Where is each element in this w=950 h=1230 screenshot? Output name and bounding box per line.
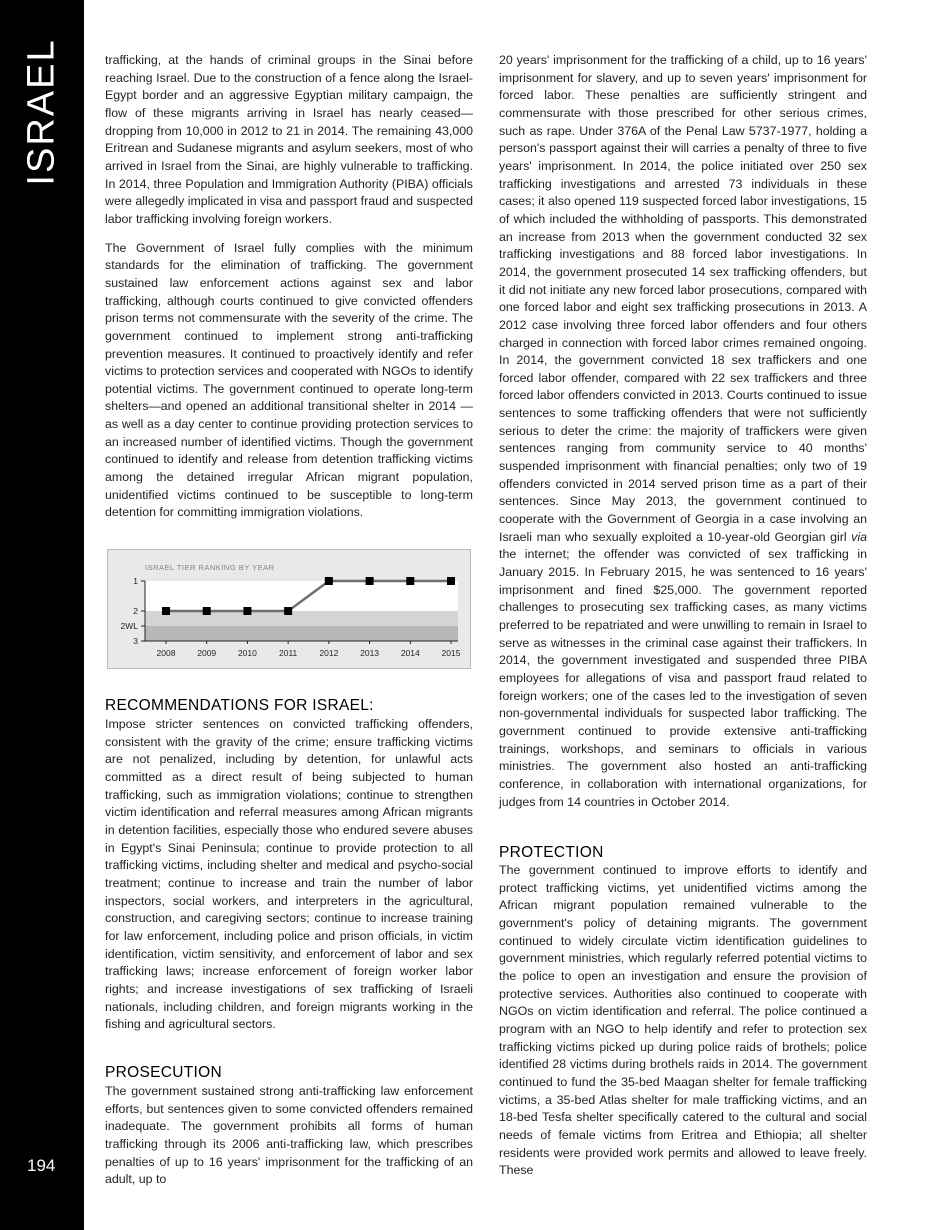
- tier-band-1: [145, 581, 458, 611]
- page-number: 194: [27, 1156, 56, 1175]
- y-tick-label-1: 1: [133, 576, 138, 586]
- intro-paragraph-2: The Government of Israel fully complies with the minimum standards for the elimination of trafficking. The government sustained law enforcement actions against sex and labor trafficking, although courts continued to give convicted offenders prison terms not commensurate with the severity of the crime. The government continued to implement strong anti-trafficking prevention measures. It continued to proactively identify and refer victims to protection services and cooperated with NGOs to identify potential victims. The government continued to operate long-term shelters—and opened an additional transitional shelter in 2014 —as well as a day center to continue providing protection services to an increased number of identified victims. Though the government continued to identify and release from detention trafficking victims among the detained irregular African migrant population, unidentified victims continued to be susceptible to long-term detention for committing immigration violations.: [105, 240, 473, 520]
- right-column-prosecution-continued: [499, 52, 867, 811]
- country-title: ISRAEL: [20, 38, 63, 186]
- tier-ranking-chart: [107, 549, 471, 669]
- x-tick-label-2013: 2013: [360, 648, 380, 658]
- prosecution-text-part-2: the internet; the offender was convicted of sex trafficking in January 2015. In February 2015, he was sentenced to 16 years' imprisonment and fined $25,000. The government reported challenges to prosecuting sex trafficking cases, as many victims preferred to be repatriated and were unwilling to remain in Israel to serve as witnesses in the criminal case against their traffickers. In 2014, the government investigated and suspended three PIBA employees for allegations of visa and passport fraud related to foreign workers; one of the cases led to the investigation of seven non-governmental individuals for suspected labor trafficking. The government continued to provide extensive anti-trafficking trainings, workshops, and seminars to officials in various ministries. The government also hosted an anti-trafficking conference, in collaboration with international organizations, for judges from 14 countries in October 2014.: [499, 547, 867, 809]
- x-tick-label-2009: 2009: [197, 648, 217, 658]
- tier-point-2014: [406, 577, 414, 585]
- tier-point-2013: [366, 577, 374, 585]
- recommendations-heading: RECOMMENDATIONS FOR ISRAEL:: [105, 697, 374, 714]
- protection-text: The government continued to improve efforts to identify and protect trafficking victims, yet unidentified victims among the African migrant population remained vulnerable to the government's policy of detaining migrants. The government continued to widely circulate victim identification guidelines to government ministries, which regularly referred potential victims to the police to open an investigation and ensure the provision of protective services. Authorities also continued to cooperate with NGOs on victim identification and referral. The police continued a program with an NGO to help identify and refer to protection sex trafficking victims picked up during police raids of brothels; police identified 28 victims during brothels raids in 2014. The government continued to fund the 35-bed Maagan shelter for female trafficking victims, a 35-bed Atlas shelter for male trafficking victims, and an 18-bed Tesfa shelter specifically catered to the cultural and social needs of female victims from Eritrea and Ethiopia; all shelter residents were provided work permits and allowed to leave freely. These: [499, 863, 867, 1178]
- tier-point-2008: [162, 607, 170, 615]
- tier-point-2011: [284, 607, 292, 615]
- prosecution-text-part-1: 20 years' imprisonment for the trafficking of a child, up to 16 years' imprisonment for slavery, and up to seven years' imprisonment for forced labor. These penalties are sufficiently stringent and commensurate with those prescribed for other serious crimes, such as rape. Under 376A of the Penal Law 5737-1977, holding a person's passport against their will carries a penalty of three to five years' imprisonment. In 2014, the police initiated over 250 sex trafficking investigations and arrested 73 individuals in these cases; it also opened 119 suspected forced labor investigations, 15 of which included the withholding of passports. This demonstrated an increase from 2013 when the government conducted 32 sex trafficking investigations and 88 forced labor investigations. In 2014, the government prosecuted 14 sex trafficking offenders, but it did not initiate any new forced labor prosecutions, compared with one forced labor and eight sex trafficking prosecutions in 2013. A 2012 case involving three forced labor offenders and four others charged in connection with forced labor crimes remained ongoing. In 2014, the government convicted 18 sex traffickers and one forced labor offender, compared with 22 sex traffickers and three forced labor offenders convicted in 2013. Courts continued to issue sentences to some trafficking offenders that were not sufficiently serious to deter the crime: the majority of traffickers were given sentences ranging from community service to 40 months' suspended imprisonment with financial penalties; only two of 19 offenders convicted in 2014 served prison time as a part of their sentences. Since May 2013, the government continued to cooperate with the Government of Georgia in a case involving an Israeli man who sexually exploited a 10-year-old Georgian girl: [499, 53, 867, 544]
- country-side-bar: [0, 0, 84, 1230]
- tier-point-2012: [325, 577, 333, 585]
- prosecution-heading: PROSECUTION: [105, 1064, 222, 1081]
- x-tick-label-2014: 2014: [400, 648, 420, 658]
- left-column-intro: [105, 52, 473, 522]
- y-tick-label-3: 3: [133, 636, 138, 646]
- tier-point-2009: [203, 607, 211, 615]
- x-tick-label-2012: 2012: [319, 648, 339, 658]
- x-tick-label-2015: 2015: [441, 648, 461, 658]
- prosecution-continued-text: [499, 52, 867, 811]
- tier-band-2: [145, 611, 458, 626]
- intro-paragraph-1: trafficking, at the hands of criminal groups in the Sinai before reaching Israel. Due to the construction of a fence along the Israel-Egypt border and an aggressive Egyptian military campaign, the flow of these migrants arriving in Israel has nearly ceased—dropping from 10,000 in 2012 to 21 in 2014. The remaining 43,000 Eritrean and Sudanese migrants and asylum seekers, most of who arrived in Israel from the Sinai, are highly vulnerable to trafficking. In 2014, three Population and Immigration Authority (PIBA) officials were allegedly implicated in visa and passport fraud and suspected labor trafficking involving foreign workers.: [105, 53, 473, 226]
- y-tick-label-2WL: 2WL: [120, 621, 138, 631]
- recommendations-text: Impose stricter sentences on convicted trafficking offenders, consistent with the gravity of the crime; ensure trafficking victims are not penalized, including by detention, for unlawful acts committed as a direct result of being subjected to human trafficking, such as immigration violations; continue to strengthen victim identification and referral measures among African migrants in detention facilities, especially those who endured severe abuses in Egypt's Sinai Peninsula; continue to provide protection to all trafficking victims, including shelter and medical and psycho-social treatment; continue to increase and train the number of labor inspectors, social workers, and interpreters in the agricultural, construction, and caregiving sectors; continue to increase training for law enforcement, including police and prison officials, in victim identification, victim sensitivity, and enforcement of labor and sex trafficking laws; increase enforcement of foreign worker labor rights; and increase investigations of sex trafficking of Israeli nationals, including children, and foreign migrants working in the fishing and agricultural sectors.: [105, 717, 473, 1032]
- tier-band-2wl: [145, 626, 458, 641]
- tier-point-2010: [243, 607, 251, 615]
- chart-title: ISRAEL TIER RANKING BY YEAR: [145, 563, 275, 572]
- x-tick-label-2008: 2008: [156, 648, 176, 658]
- prosecution-text: The government sustained strong anti-trafficking law enforcement efforts, but sentences given to some convicted offenders remained inadequate. The government prohibits all forms of human trafficking through its 2006 anti-trafficking law, which prescribes penalties of up to 16 years' imprisonment for the trafficking of an adult, up to: [105, 1084, 473, 1187]
- tier-ranking-chart-svg: [108, 550, 470, 668]
- via-word: via: [851, 529, 867, 544]
- y-tick-label-2: 2: [133, 606, 138, 616]
- x-tick-label-2011: 2011: [279, 648, 298, 658]
- x-tick-label-2010: 2010: [237, 648, 257, 658]
- tier-point-2015: [447, 577, 455, 585]
- protection-heading: PROTECTION: [499, 844, 604, 861]
